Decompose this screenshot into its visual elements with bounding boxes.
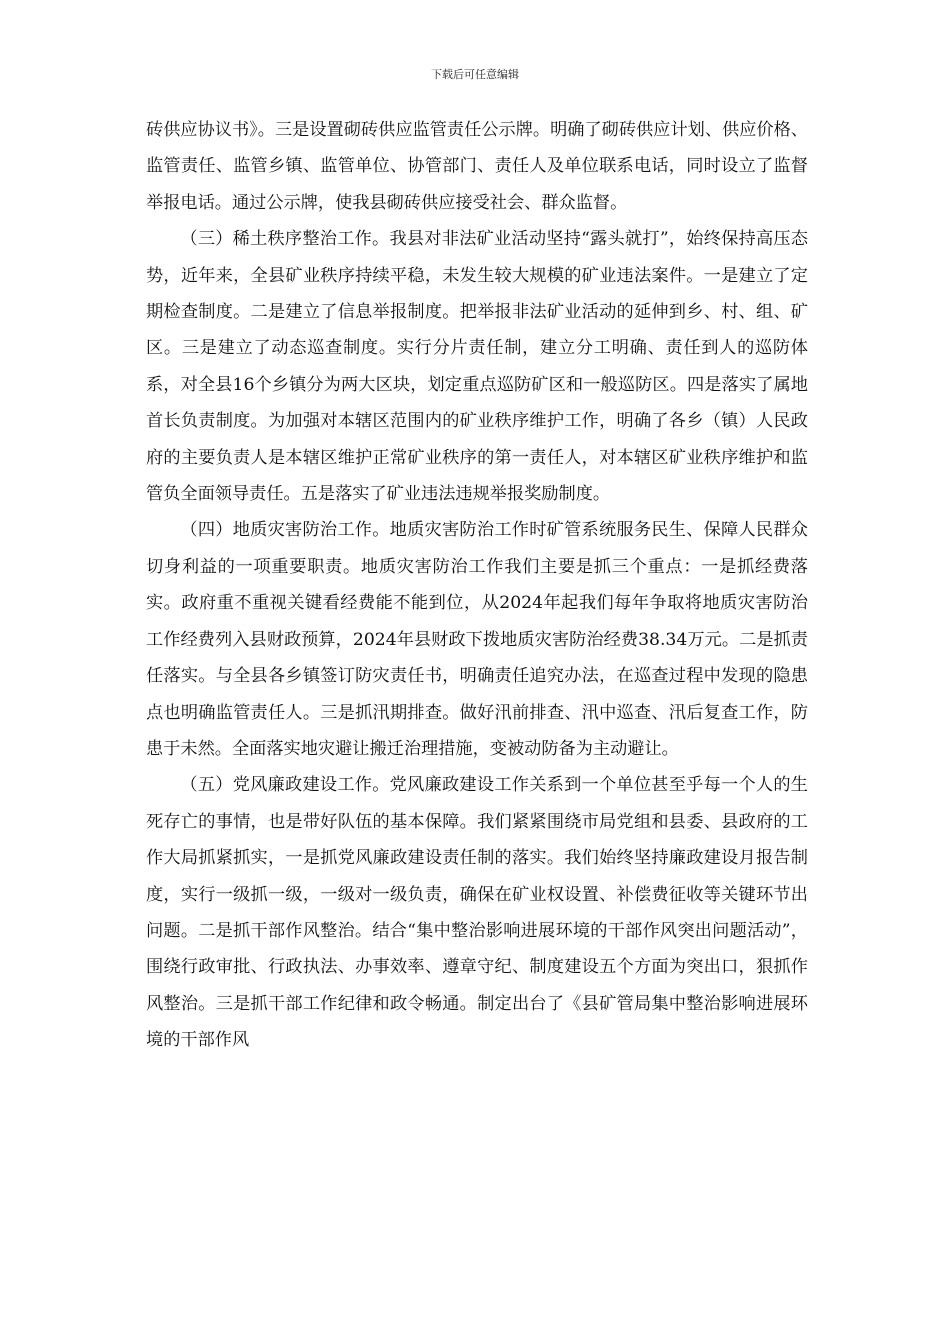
paragraph-1: 砖供应协议书》。三是设置砌砖供应监管责任公示牌。明确了砌砖供应计划、供应价格、监管责任、监管乡镇、监管单位、协管部门、责任人及单位联系电话，同时设立了监督举报电话。通过公示牌，使我县砌砖供应接受社会、群众监督。 bbox=[146, 120, 808, 213]
paragraph-4: （五）党风廉政建设工作。党风廉政建设工作关系到一个单位甚至乎每一个人的生死存亡的事情，也是带好队伍的基本保障。我们紧紧围绕市局党组和县委、县政府的工作大局抓紧抓实，一是抓党风廉政建设责任制的落实。我们始终坚持廉政建设月报告制度，实行一级抓一级，一级对一级负责，确保在矿业权设置、补偿费征收等关键环节出问题。二是抓干部作风整治。结合“集中整治影响进展环境的干部作风突出问题活动”，围绕行政审批、行政执法、办事效率、遵章守纪、制度建设五个方面为突出口，狠抓作风整治。三是抓干部工作纪律和政令畅通。制定出台了《县矿管局集中整治影响进展环境的干部作风 bbox=[146, 775, 808, 1051]
paragraph-2: （三）稀土秩序整治工作。我县对非法矿业活动坚持“露头就打”，始终保持高压态势，近年来，全县矿业秩序持续平稳，未发生较大规模的矿业违法案件。一是建立了定期检查制度。二是建立了信息举报制度。把举报非法矿业活动的延伸到乡、村、组、矿区。三是建立了动态巡查制度。实行分片责任制，建立分工明确、责任到人的巡防体系，对全县16个乡镇分为两大区块，划定重点巡防矿区和一般巡防区。四是落实了属地首长负责制度。为加强对本辖区范围内的矿业秩序维护工作，明确了各乡（镇）人民政府的主要负责人是本辖区维护正常矿业秩序的第一责任人，对本辖区矿业秩序维护和监管负全面领导责任。五是落实了矿业违法违规举报奖励制度。 bbox=[146, 229, 808, 505]
paragraph-3: （四）地质灾害防治工作。地质灾害防治工作时矿管系统服务民生、保障人民群众切身利益的一项重要职责。地质灾害防治工作我们主要是抓三个重点：一是抓经费落实。政府重不重视关键看经费能不能到位，从2024年起我们每年争取将地质灾害防治工作经费列入县财政预算，2024年县财政下拨地质灾害防治经费38.34万元。二是抓责任落实。与全县各乡镇签订防灾责任书，明确责任追究办法，在巡查过程中发现的隐患点也明确监管责任人。三是抓汛期排查。做好汛前排查、汛中巡查、汛后复查工作，防患于未然。全面落实地灾避让搬迁治理措施，变被动防备为主动避让。 bbox=[146, 520, 808, 759]
page-header: 下载后可任意编辑 bbox=[431, 68, 519, 81]
document-body bbox=[146, 112, 808, 1059]
